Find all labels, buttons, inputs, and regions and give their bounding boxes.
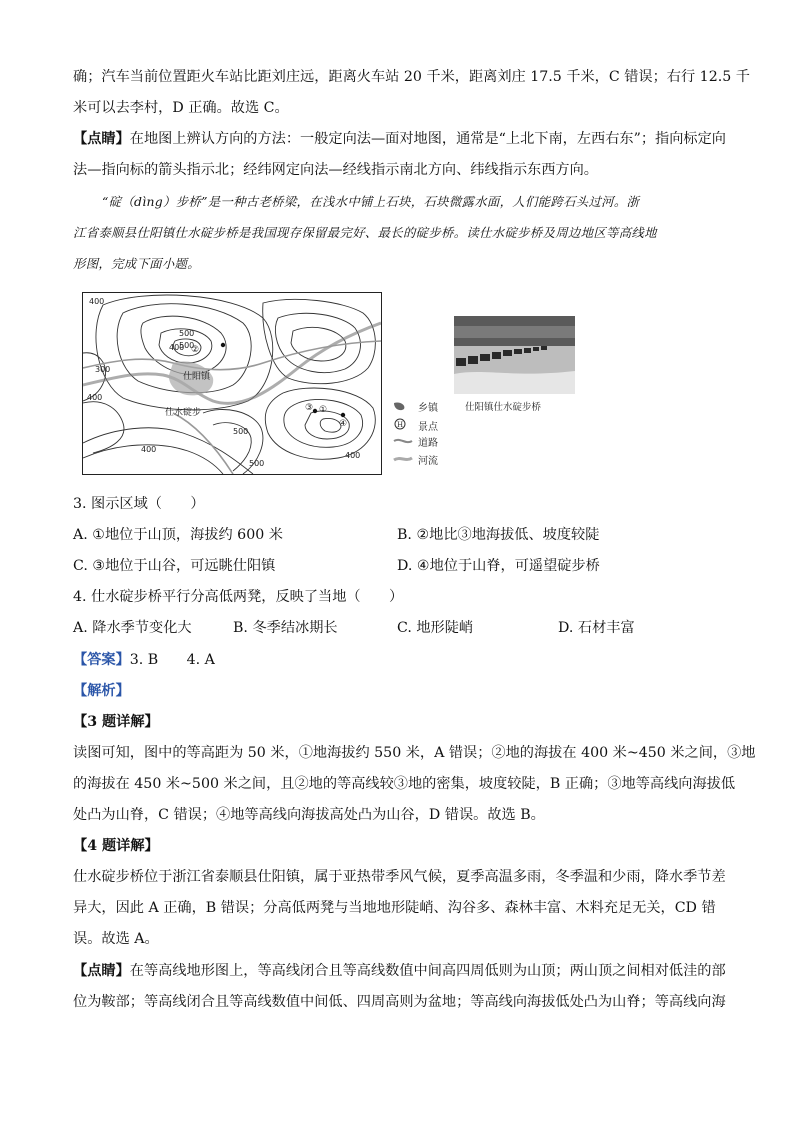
tip2-tag: 【点睛】 [73,963,130,979]
q3-option-a: A. ①地位于山顶，海拔约 600 米 [73,527,283,543]
q3-option-c: C. ③地位于山谷，可远眺仕阳镇 [73,558,276,574]
map-contour-label-500a: 500 [179,329,195,338]
contour-map-drawing [83,293,381,474]
map-spot-2: ② [191,345,200,355]
map-town-label: 仕阳镇 [183,372,211,382]
map-contour-label-400d: 400 [141,445,157,454]
spot-icon [392,418,414,430]
answer-line [73,650,215,670]
bridge-photo-drawing [454,316,575,394]
q4-option-d: D. 石材丰富 [558,620,635,636]
analysis-tag: 【解析】 [73,683,130,699]
legend-town-label: 乡镇 [418,403,438,414]
bridge-photo [454,316,575,394]
legend-road [392,436,438,450]
map-bridge-label: 仕水碇步 [165,408,202,418]
q4-option-c: C. 地形陡峭 [397,620,474,636]
q4-option-a: A. 降水季节变化大 [73,620,192,636]
river-icon [392,454,414,464]
map-spot-3: ③ [305,403,314,413]
text-line-1: 确；汽车当前位置距火车站比距刘庄远，距离火车站 20 千米，距离刘庄 17.5 千米，C 错误；右行 12.5 千 [73,69,750,85]
map-contour-label-300: 300 [95,365,111,374]
d4-line-2: 异大，因此 A 正确，B 错误；分高低两凳与当地地形陡峭、沟谷多、森林丰富、木料充足无关，CD 错 [73,900,716,916]
q4-option-b: B. 冬季结冰期长 [233,620,338,636]
tip2-line-2: 位为鞍部；等高线闭合且等高线数值中间低、四周高则为盆地；等高线向海拔低处凸为山脊；等高线向海 [73,994,726,1010]
q3-stem: 3. 图示区域（ ） [73,496,205,512]
map-spot-1: ① [319,405,328,415]
map-contour-label-400e: 400 [345,451,361,460]
q3-option-d: D. ④地位于山脊，可遥望碇步桥 [397,558,600,574]
text-line-2: 米可以去李村，D 正确。故选 C。 [73,100,289,116]
d3-line-2: 的海拔在 450 米~500 米之间，且②地的等高线较③地的密集，坡度较陡，B 正确；③地等高线向海拔低 [73,776,736,792]
map-contour-label-500c: 500 [233,427,249,436]
d4-line-1: 仕水碇步桥位于浙江省泰顺县仕阳镇，属于亚热带季风气候，夏季高温多雨，冬季温和少雨，降水季节差 [73,869,726,885]
map-contour-label-500d: 500 [249,459,265,468]
answer-tag: 【答案】 [73,652,130,668]
answer-text: 3. B 4. A [129,652,215,668]
tip-text: 在地图上辨认方向的方法：一般定向法—面对地图，通常是“上北下南，左西右东”；指向标定向 [129,131,726,147]
d3-line-3: 处凸为山脊，C 错误；④地等高线向海拔高处凸为山谷，D 错误。故选 B。 [73,807,545,823]
d3-line-1: 读图可知，图中的等高距为 50 米，①地海拔约 550 米，A 错误；②地的海拔在 400 米~450 米之间，③地 [73,745,756,761]
tip2-text: 在等高线地形图上，等高线闭合且等高线数值中间高四周低则为山顶；两山顶之间相对低洼的部 [129,963,726,979]
legend-river-label: 河流 [418,456,438,467]
map-contour-label-400b: 400 [169,343,185,352]
road-icon [392,436,414,446]
d3-title: 【3 题详解】 [73,714,159,730]
tip-tag: 【点睛】 [73,131,130,147]
map-contour-label-400c: 400 [87,393,103,402]
legend-spot [392,418,438,434]
town-icon [392,401,414,411]
map-contour-label-400a: 400 [89,297,105,306]
tip-line-1 [73,129,726,149]
tip2-line-1 [73,961,726,981]
photo-caption: 仕阳镇仕水碇步桥 [465,402,542,413]
contour-map [82,292,382,475]
intro-line-2: 江省泰顺县仕阳镇仕水碇步桥是我国现存保留最完好、最长的碇步桥。读仕水碇步桥及周边地区等高线地 [73,225,657,240]
intro-line-3: 形图，完成下面小题。 [73,256,200,271]
map-spot-4: ④ [339,419,348,429]
d4-line-3: 误。故选 A。 [73,931,159,947]
svg-text:H: H [397,421,404,429]
legend-town [392,401,438,415]
q4-stem: 4. 仕水碇步桥平行分高低两凳，反映了当地（ ） [73,589,404,605]
d4-title: 【4 题详解】 [73,838,159,854]
map-contour-label-500b: 500 [179,341,195,350]
legend-spot-label: 景点 [418,422,438,433]
q3-option-b: B. ②地比③地海拔低、坡度较陡 [397,527,600,543]
legend-river [392,454,438,468]
legend-road-label: 道路 [418,438,438,449]
intro-line-1: “碇（dìng）步桥”是一种古老桥梁，在浅水中铺上石块，石块微露水面，人们能跨石头过河。浙 [102,194,640,209]
tip-line-2: 法—指向标的箭头指示北；经纬网定向法—经线指示南北方向、纬线指示东西方向。 [73,162,598,178]
